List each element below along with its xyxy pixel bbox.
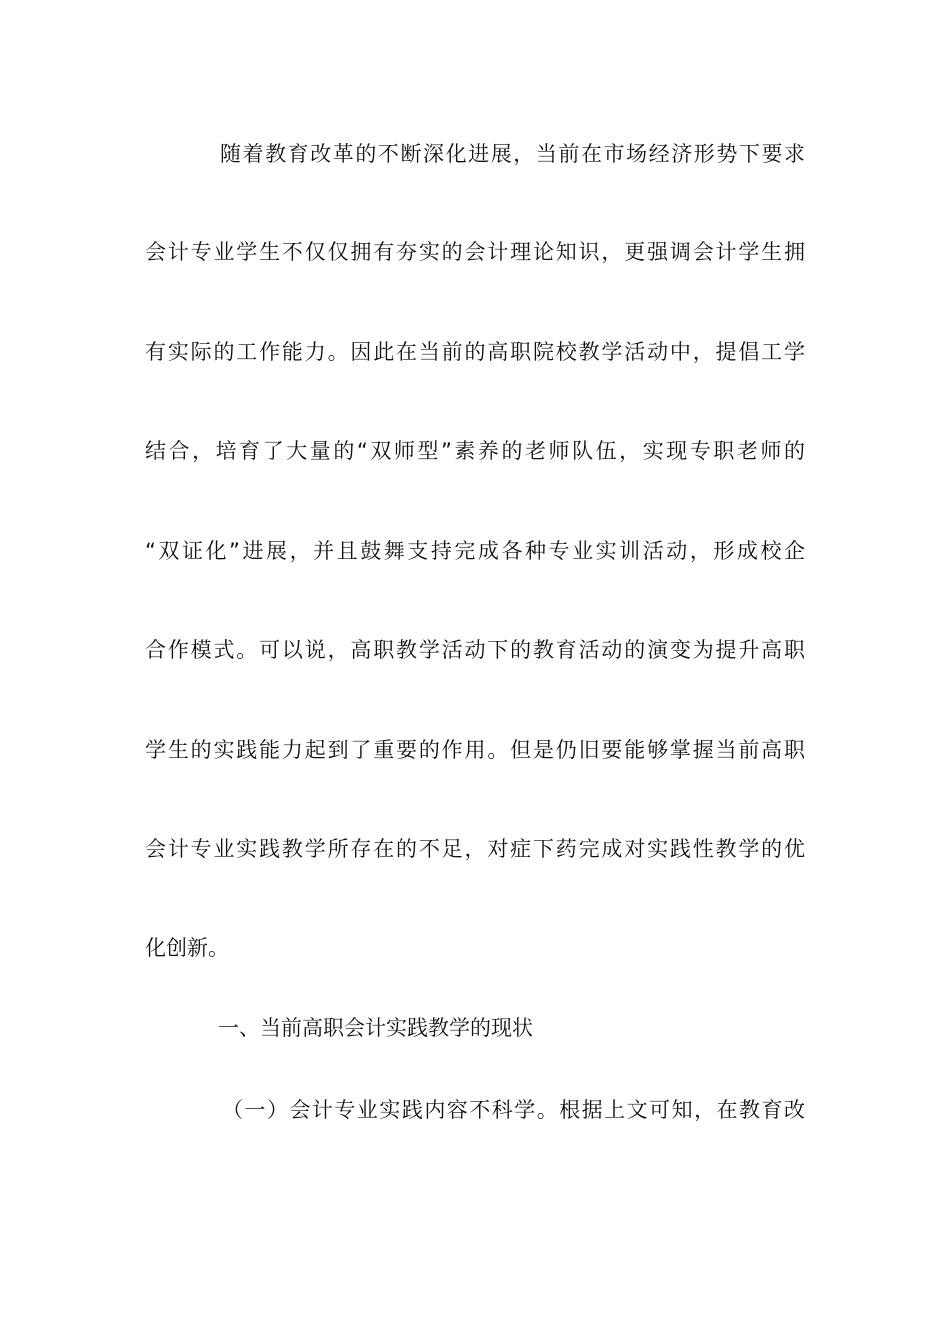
paragraph-line: “双证化”进展，并且鼓舞支持完成各种专业实训活动，形成校企	[145, 539, 805, 563]
paragraph-line: 有实际的工作能力。因此在当前的高职院校教学活动中，提倡工学	[145, 340, 805, 364]
paragraph-line: 合作模式。可以说，高职教学活动下的教育活动的演变为提升高职	[145, 638, 805, 662]
paragraph-line: 会计专业学生不仅仅拥有夯实的会计理论知识，更强调会计学生拥	[145, 240, 805, 264]
paragraph-line: 化创新。	[145, 936, 229, 960]
paragraph-line: 随着教育改革的不断深化进展，当前在市场经济形势下要求	[220, 142, 805, 166]
section-heading: 一、当前高职会计实践教学的现状	[218, 1016, 533, 1040]
paragraph-line: 学生的实践能力起到了重要的作用。但是仍旧要能够掌握当前高职	[145, 738, 805, 762]
subsection-line: （一）会计专业实践内容不科学。根据上文可知，在教育改	[222, 1098, 805, 1122]
paragraph-line: 会计专业实践教学所存在的不足，对症下药完成对实践性教学的优	[145, 837, 805, 861]
paragraph-line: 结合，培育了大量的“双师型”素养的老师队伍，实现专职老师的	[145, 439, 805, 463]
